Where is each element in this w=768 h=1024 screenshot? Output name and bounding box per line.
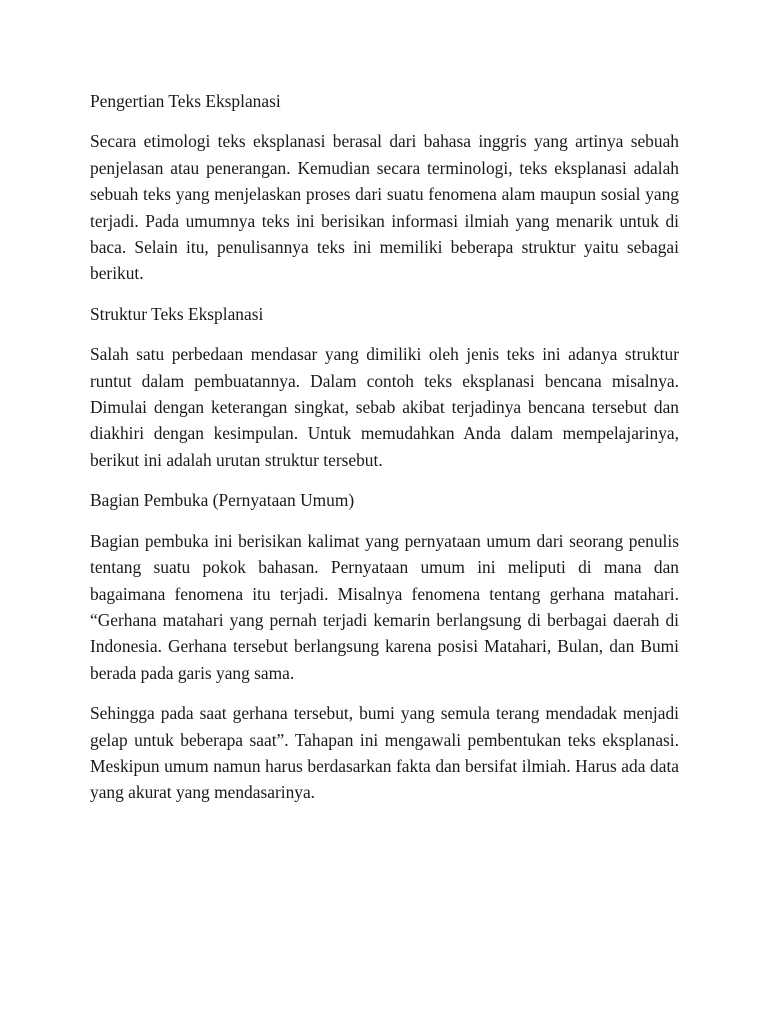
section-heading-bagian-pembuka: Bagian Pembuka (Pernyataan Umum) <box>90 490 355 511</box>
document-page <box>90 88 679 820</box>
paragraph-struktur: Salah satu perbedaan mendasar yang dimiliki oleh jenis teks ini adanya struktur runtut dalam pembuatannya. Dalam contoh teks eksplanasi bencana misalnya. Dimulai dengan keterangan singkat, sebab akibat terjadinya bencana tersebut dan diakhiri dengan kesimpulan. Untuk memudahkan Anda dalam mempelajarinya, berikut ini adalah urutan struktur tersebut. <box>90 344 679 470</box>
paragraph-pengertian: Secara etimologi teks eksplanasi berasal dari bahasa inggris yang artinya sebuah penjelasan atau penerangan. Kemudian secara terminologi, teks eksplanasi adalah sebuah teks yang menjelaskan proses dari suatu fenomena alam maupun sosial yang terjadi. Pada umumnya teks ini berisikan informasi ilmiah yang menarik untuk di baca. Selain itu, penulisannya teks ini memiliki beberapa struktur yaitu sebagai berikut. <box>90 131 679 284</box>
paragraph-bagian-pembuka-2: Sehingga pada saat gerhana tersebut, bumi yang semula terang mendadak menjadi gelap untuk beberapa saat”. Tahapan ini mengawali pembentukan teks eksplanasi. Meskipun umum namun harus berdasarkan fakta dan bersifat ilmiah. Harus ada data yang akurat yang mendasarinya. <box>90 703 679 803</box>
paragraph-bagian-pembuka-1: Bagian pembuka ini berisikan kalimat yang pernyataan umum dari seorang penulis tentang suatu pokok bahasan. Pernyataan umum ini meliputi di mana dan bagaimana fenomena itu terjadi. Misalnya fenomena tentang gerhana matahari. “Gerhana matahari yang pernah terjadi kemarin berlangsung di berbagai daerah di Indonesia. Gerhana tersebut berlangsung karena posisi Matahari, Bulan, dan Bumi berada pada garis yang sama. <box>90 530 679 683</box>
section-heading-pengertian: Pengertian Teks Eksplanasi <box>90 91 281 111</box>
section-heading-struktur: Struktur Teks Eksplanasi <box>90 303 264 324</box>
